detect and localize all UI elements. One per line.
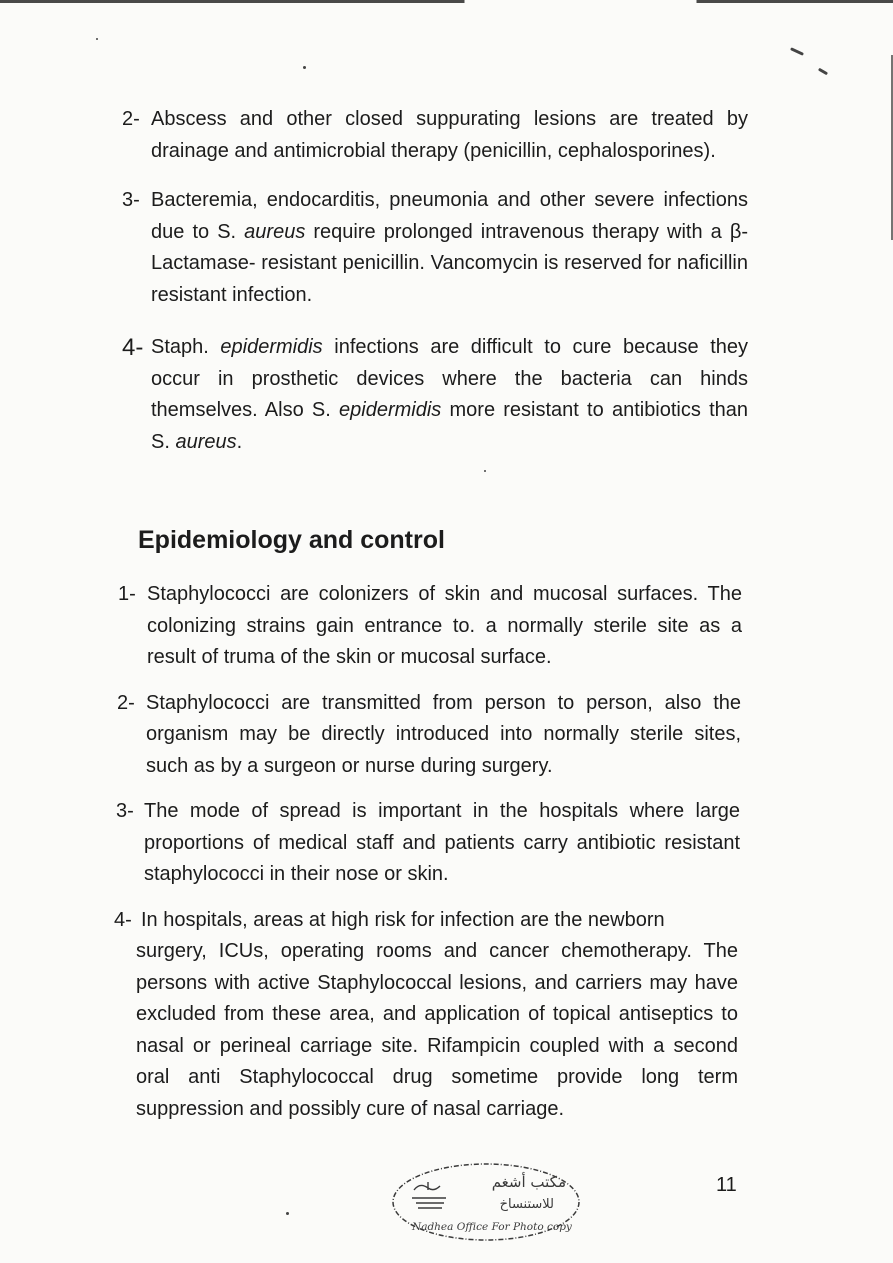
list-item-text: In hospitals, areas at high risk for infection are the newborn [141,908,665,931]
italic-term: aureus [244,220,306,243]
scan-speck [818,68,828,76]
stamp-arabic-line-2: للاستنساخ [499,1197,554,1212]
stamp-english-line: Nadhea Office For Photo copy [412,1221,572,1233]
list-item-text: Staphylococci are colonizers of skin and mucosal surfaces. The colonizing strains gain entrance to. a normally sterile site as a result of truma of the skin or mucosal surface. [147,583,742,668]
scan-speck [790,47,804,56]
text-run: require prolonged intravenous therapy with a β-Lactamase- resistant penicillin. Vancomycin is reserved for naficillin resistant infection. [151,220,749,306]
list-item-text: The mode of spread is important in the hospitals where large proportions of medical staff and patients carry antibiotic resistant staphylococci in their nose or skin. [144,800,740,885]
list-item-number: 1- [118,583,136,605]
section-heading: Epidemiology and control [138,526,445,554]
list-item [114,905,738,1126]
scan-speck [303,66,306,69]
treatment-list [0,104,749,458]
list-item-number: 4- [122,334,144,361]
photocopy-office-stamp [388,1160,584,1244]
scan-speck [286,1212,289,1215]
text-run: Staph. [151,336,221,358]
list-item-number: 3- [116,800,134,822]
scan-speck [96,38,98,40]
text-run: Bacteremia, endocarditis, pneumonia and other severe infections due to S. [151,189,748,243]
list-item-number: 2- [117,691,135,714]
list-item [122,185,748,311]
list-item [116,796,740,891]
scan-speck [484,470,486,472]
text-run: . [236,430,243,453]
list-item-text [122,185,748,311]
list-item-text: Abscess and other closed suppurating lesions are treated by drainage and antimicrobial therapy (penicillin, cephalosporines). [151,108,748,162]
list-item-number: 2- [122,108,140,130]
list-item [117,688,741,783]
italic-term: epidermidis [339,399,442,421]
list-item-text: Staphylococci are transmitted from person to person, also the organism may be directly introduced into normally sterile sites, such as by a surgeon or nurse during surgery. [146,691,741,777]
list-item-number: 4- [114,908,132,931]
epidemiology-list [0,579,742,1125]
text-run: infections are difficult to cure because they occur in prosthetic devices where the bacteria can hinds themselves. Also S. [151,336,748,421]
list-item-text: surgery, ICUs, operating rooms and cancer chemotherapy. The persons with active Staphylococcal lesions, and carriers may have excluded from these area, and application of topical antiseptics to nasal or perineal carriage site. Rifampicin coupled with a second oral anti Staphylococcal drug sometime provide long term suppression and possibly cure of nasal carriage. [136,940,738,1120]
text-run: more resistant to antibiotics than S. [151,399,749,453]
list-item-number: 3- [122,189,140,211]
stamp-logo-icon [412,1182,446,1208]
page-number: 11 [716,1174,737,1196]
stamp-arabic-line-1: مكتب أشغم [491,1173,566,1191]
list-item [118,579,742,674]
scan-top-edge [0,0,893,3]
list-item [122,104,748,167]
list-item-text [122,332,748,458]
italic-term: aureus [175,430,237,453]
italic-term: epidermidis [220,336,323,358]
list-item [122,332,748,458]
